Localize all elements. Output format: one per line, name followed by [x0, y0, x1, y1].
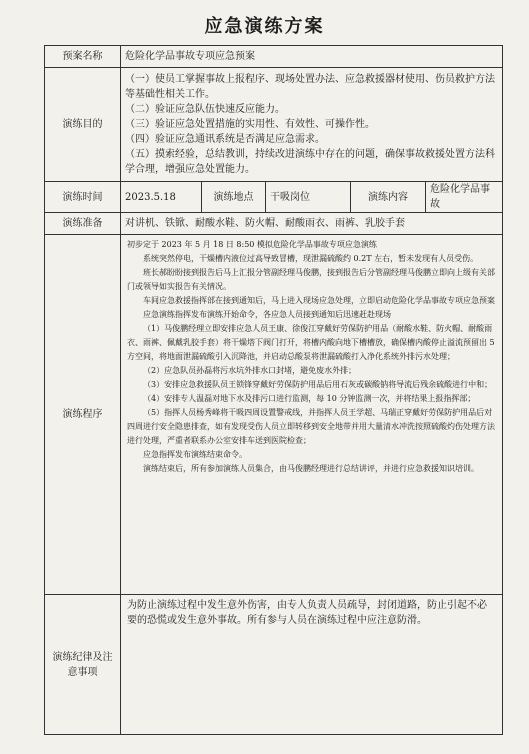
procedure-paragraph: （4）安排专人温磊对地下水及排污口进行监测，每 10 分钟监测一次，并将结果上报指挥部； — [143, 394, 476, 403]
procedure-paragraph: （5）指挥人员杨秀峰将干吸四周设置警戒线，并指挥人员王学超、马瑞正穿戴好劳保防护用品后对四周进行安全隐患排查，如有发现受伤人员立即转移到安全地带并用大量清水冲洗按照硫酸灼伤处理方法进行处理，严重者联系办公室安排车送到医院检查； — [127, 408, 495, 445]
row-procedure — [45, 235, 503, 595]
drill-content-value: 危险化学品事故 — [426, 182, 503, 213]
procedure-paragraph: 应急演练指挥发布演练开始命令，各应急人员接到通知后迅速赶赴现场 — [143, 310, 391, 319]
row-purpose — [45, 68, 503, 182]
preparation-label: 演练准备 — [45, 213, 121, 235]
purpose-label: 演练目的 — [45, 68, 121, 182]
row-plan-name — [45, 46, 503, 68]
purpose-line: （四）验证应急通讯系统是否满足应急需求。 — [125, 134, 325, 145]
purpose-content — [121, 68, 503, 182]
plan-name-value: 危险化学品事故专项应急预案 — [121, 46, 503, 68]
procedure-paragraph: 应急指挥发布演练结束命令。 — [143, 450, 247, 459]
procedure-paragraph: 车间应急救援指挥部在接到通知后，马上进入现场应急处理，立即启动危险化学品事故专项应急预案 — [143, 296, 495, 305]
purpose-line: （五）摸索经验，总结教训，持续改进演练中存在的问题，确保事故救援处置方法科学合理，增强应急处置能力。 — [125, 149, 495, 175]
procedure-paragraph: 系统突然停电，干燥槽内液位过高导致冒槽，现泄漏硫酸约 0.2T 左右，暂未发现有人员受伤。 — [143, 254, 479, 263]
procedure-paragraph: 初步定于 2023 年 5 月 18 日 8:50 模拟危险化学品事故专项应急演练 — [127, 240, 377, 249]
discipline-label: 演练纪律及注意事项 — [45, 595, 121, 735]
row-discipline — [45, 595, 503, 735]
drill-location-value: 干吸岗位 — [266, 182, 351, 213]
procedure-paragraph: （2）应急队员孙磊将污水坑外排水口封堵，避免废水外排； — [143, 366, 357, 375]
procedure-paragraph: （3）安排应急救援队员王锁锋穿戴好劳保防护用品后用石灰或碳酸钠将导流后残余硫酸进行中和； — [143, 380, 493, 389]
document-title: 应急演练方案 — [204, 16, 325, 37]
row-drill-time — [45, 182, 503, 213]
discipline-value: 为防止演练过程中发生意外伤害，由专人负责人员疏导，封闭道路，防止引起不必要的恐慌或发生意外事故。所有参与人员在演练过程中应注意防滑。 — [121, 595, 503, 735]
drill-time-value: 2023.5.18 — [121, 182, 202, 213]
drill-time-label: 演练时间 — [45, 182, 121, 213]
procedure-label: 演练程序 — [45, 235, 121, 595]
preparation-value: 对讲机、铁锨、耐酸水鞋、防火帽、耐酸雨衣、雨裤、乳胶手套 — [121, 213, 503, 235]
purpose-line: （一）使员工掌握事故上报程序、现场处置办法、应急救援器材使用、伤员救护方法等基础性相关工作。 — [125, 74, 495, 100]
procedure-content — [121, 235, 503, 595]
plan-name-label: 预案名称 — [45, 46, 121, 68]
procedure-paragraph: （1）马俊鹏经理立即安排应急人员王康、徐俊江穿戴好劳保防护用品（耐酸水鞋、防火帽、耐酸雨衣、雨裤、佩戴乳胶手套）将干燥塔下阀门打开，将槽内酸向地下槽槽放，确保槽内酸停止溢流预留出 5 方空间，将地面泄漏硫酸引入沉降池，并启动总酸泵将泄漏硫酸打入净化系统外排污水处理； — [127, 324, 495, 361]
purpose-line: （三）验证应急处置措施的实用性、有效性、可操作性。 — [125, 119, 375, 130]
procedure-paragraph: 演练结束后，所有参加演练人员集合，由马俊鹏经理进行总结讲评，并进行应急救援知识培训。 — [143, 464, 479, 473]
procedure-paragraph: 班长郝盼盼接到报告后马上汇报分管副经理马俊鹏，接到报告后分管副经理马俊鹏立即向上级有关部门或领导如实报告有关情况。 — [127, 268, 495, 291]
purpose-line: （二）验证应急队伍快速反应能力。 — [125, 104, 285, 115]
drill-plan-table — [44, 45, 503, 735]
row-preparation — [45, 213, 503, 235]
drill-content-label: 演练内容 — [351, 182, 426, 213]
drill-location-label: 演练地点 — [202, 182, 266, 213]
